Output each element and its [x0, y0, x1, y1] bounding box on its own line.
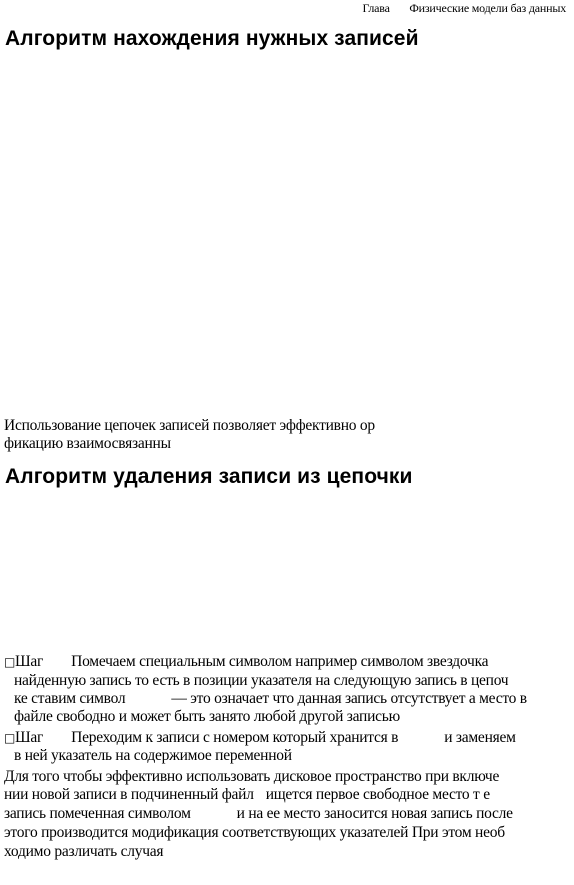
chapter-title: Физические модели баз данных: [409, 1, 566, 15]
paragraph-2-text-3b: и на ее место заносится новая запись после: [236, 805, 513, 822]
paragraph-2-text-2b: ищется первое свободное место т е: [265, 786, 490, 803]
step-1-label: Шаг: [15, 653, 44, 670]
step-2-text-1a: Переходим к записи с номером который хранится в: [71, 729, 399, 746]
paragraph-2-text-3a: запись помеченная символом: [4, 805, 191, 822]
section-heading-find-records: Алгоритм нахождения нужных записей: [5, 27, 419, 50]
paragraph-2-text-2a: нии новой записи в подчиненный файл: [4, 786, 254, 803]
paragraph-2-line-4: этого производится модификация соответствующих указателей При этом необ: [4, 824, 505, 841]
paragraph-2-line-5: ходимо различать случая: [4, 843, 164, 860]
step-1-text-3a: ке ставим символ: [14, 690, 126, 707]
bullet-icon: □: [4, 655, 16, 669]
step-1-text-1: Помечаем специальным символом например символом звездочка: [71, 653, 489, 670]
running-head: [363, 1, 566, 16]
step-1-line-2: найденную запись то есть в позиции указателя на следующую запись в цепоч: [14, 672, 509, 689]
paragraph-2-line-2: [4, 786, 490, 804]
step-1-line-3: [14, 690, 527, 708]
paragraph-2-line-1: Для того чтобы эффективно использовать дисковое пространство при включе: [4, 768, 500, 785]
chapter-label: Глава: [362, 1, 390, 15]
step-2-line-1: [4, 729, 516, 747]
paragraph-1-line-2: фикацию взаимосвязанны: [4, 435, 171, 452]
step-1-line-1: [4, 653, 488, 671]
paragraph-1-line-1: Использование цепочек записей позволяет эффективно ор: [4, 417, 375, 434]
step-2-label: Шаг: [15, 729, 44, 746]
step-2-line-2: в ней указатель на содержимое переменной: [14, 747, 292, 764]
step-1-text-3b: — это означает что данная запись отсутствует а место в: [171, 690, 527, 707]
step-2-text-1b: и заменяем: [444, 729, 516, 746]
bullet-icon: □: [4, 731, 16, 745]
section-heading-delete-record: Алгоритм удаления записи из цепочки: [5, 465, 413, 488]
step-1-line-4: файле свободно и может быть занято любой другой записью: [14, 708, 400, 725]
paragraph-2-line-3: [4, 805, 513, 823]
